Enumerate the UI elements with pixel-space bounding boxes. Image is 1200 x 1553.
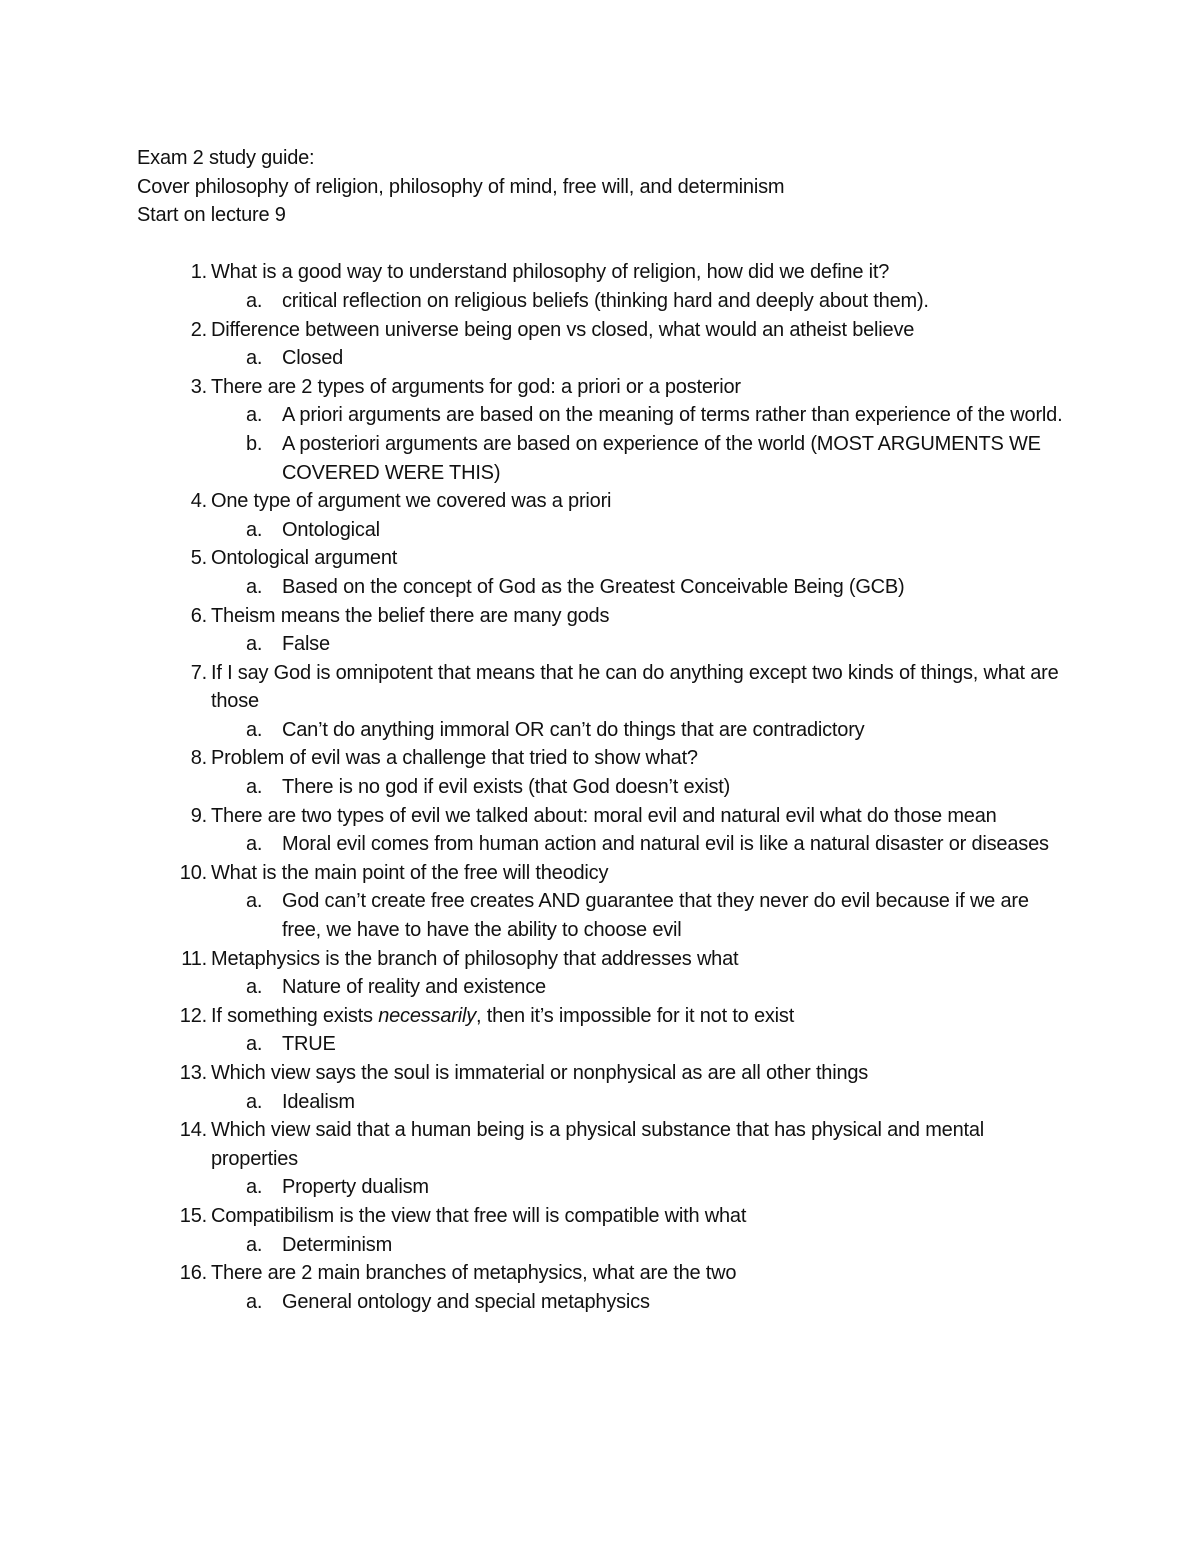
question-number-label: 15. — [179, 1204, 207, 1227]
question-number-label: 6. — [190, 604, 207, 627]
question-item — [137, 1059, 1077, 1088]
answer-letter: a. — [246, 347, 263, 370]
answer-item — [137, 401, 1077, 430]
answer-text: False — [282, 633, 330, 656]
answer-letter: a. — [246, 289, 263, 312]
question-number-label: 2. — [190, 318, 207, 341]
question-number-label: 13. — [179, 1062, 207, 1084]
answer-text: Ontological — [282, 518, 380, 541]
answer-text: critical reflection on religious beliefs (thinking hard and deeply about them). — [282, 289, 929, 312]
question-number — [137, 1002, 211, 1031]
answer-item — [137, 887, 1077, 944]
question-text: There are 2 types of arguments for god: a priori or a posterior — [211, 375, 741, 398]
answer-item — [137, 716, 1077, 745]
question-number — [137, 487, 211, 516]
question-number-label: 11. — [181, 947, 207, 970]
question-number — [137, 544, 211, 573]
answer-item — [137, 630, 1077, 659]
answer-text: A posteriori arguments are based on experience of the world (MOST ARGUMENTS WE COVERED WERE THIS) — [282, 432, 1041, 484]
question-text: What is a good way to understand philosophy of religion, how did we define it? — [211, 261, 890, 284]
answer-letter: a. — [246, 575, 263, 598]
question-item — [137, 1259, 1077, 1288]
question-number — [137, 744, 211, 773]
question-item — [137, 1202, 1077, 1231]
question-number — [137, 659, 211, 688]
question-number — [137, 945, 211, 974]
question-number — [137, 859, 211, 888]
answer-letter: a. — [246, 518, 263, 541]
question-item — [137, 659, 1077, 716]
question-number — [137, 1059, 211, 1088]
question-text: Metaphysics is the branch of philosophy that addresses what — [211, 947, 739, 970]
answer-item — [137, 1288, 1077, 1317]
question-number-label: 9. — [190, 804, 207, 827]
question-text: What is the main point of the free will theodicy — [211, 861, 609, 884]
answer-item — [137, 773, 1077, 802]
answer-text: God can’t create free creates AND guarantee that they never do evil because if we are free, we have to have the ability to choose evil — [282, 890, 1029, 942]
answer-item — [137, 1173, 1077, 1202]
question-text: Which view says the soul is immaterial or nonphysical as are all other things — [211, 1062, 869, 1084]
question-item — [137, 258, 1077, 287]
answer-text: Determinism — [282, 1233, 393, 1256]
answer-text: TRUE — [282, 1033, 336, 1056]
question-text: One type of argument we covered was a priori — [211, 490, 612, 513]
question-text: Difference between universe being open vs closed, what would an atheist believe — [211, 318, 915, 341]
question-item — [137, 802, 1077, 831]
answer-letter: a. — [246, 1033, 263, 1056]
question-item — [137, 859, 1077, 888]
question-item — [137, 544, 1077, 573]
question-text: If I say God is omnipotent that means that he can do anything except two kinds of things, what are those — [211, 661, 1059, 713]
question-text — [211, 1002, 1071, 1031]
question-item — [137, 945, 1077, 974]
question-number — [137, 316, 211, 345]
answer-text: Nature of reality and existence — [282, 976, 546, 999]
study-guide — [137, 144, 1077, 1316]
question-number-label: 1. — [190, 261, 207, 284]
answer-item — [137, 1231, 1077, 1260]
question-number — [137, 258, 211, 287]
question-number-label: 5. — [190, 547, 207, 570]
answer-item — [137, 344, 1077, 373]
question-item — [137, 373, 1077, 402]
answer-text: Idealism — [282, 1090, 355, 1113]
question-number-label: 8. — [190, 747, 207, 770]
question-list — [137, 258, 1077, 1316]
answer-text: Based on the concept of God as the Greatest Conceivable Being (GCB) — [282, 575, 905, 598]
doc-start: Start on lecture 9 — [137, 204, 286, 227]
answer-letter: a. — [246, 890, 263, 913]
answer-item — [137, 973, 1077, 1002]
answer-letter: a. — [246, 976, 263, 999]
question-item — [137, 744, 1077, 773]
answer-item — [137, 1030, 1077, 1059]
question-text: Ontological argument — [211, 547, 398, 570]
answer-text: Can’t do anything immoral OR can’t do things that are contradictory — [282, 718, 865, 741]
question-text: There are two types of evil we talked about: moral evil and natural evil what do those mean — [211, 804, 997, 827]
question-number — [137, 1116, 211, 1145]
question-number-label: 12. — [179, 1004, 207, 1027]
question-text: There are 2 main branches of metaphysics, what are the two — [211, 1262, 737, 1285]
question-item — [137, 1116, 1077, 1173]
answer-letter: a. — [246, 633, 263, 656]
answer-text: Moral evil comes from human action and natural evil is like a natural disaster or diseases — [282, 833, 1049, 856]
question-text-emphasis: necessarily — [378, 1004, 477, 1027]
question-number-label: 14. — [179, 1119, 207, 1142]
doc-title: Exam 2 study guide: — [137, 147, 315, 169]
answer-item — [137, 830, 1077, 859]
question-text-start: If something exists — [211, 1004, 379, 1027]
answer-text: General ontology and special metaphysics — [282, 1290, 650, 1313]
question-number — [137, 602, 211, 631]
answer-item — [137, 573, 1077, 602]
doc-coverage: Cover philosophy of religion, philosophy of mind, free will, and determinism — [137, 175, 785, 198]
answer-letter: a. — [246, 718, 263, 741]
answer-letter: a. — [246, 833, 263, 856]
answer-letter: b. — [246, 432, 263, 455]
question-number — [137, 1259, 211, 1288]
answer-text: Closed — [282, 347, 344, 370]
question-number — [137, 802, 211, 831]
question-number-label: 3. — [190, 375, 207, 398]
question-number-label: 7. — [190, 661, 207, 684]
question-text-end: , then it’s impossible for it not to exist — [476, 1004, 795, 1027]
answer-letter: a. — [246, 1290, 263, 1313]
question-text: Compatibilism is the view that free will is compatible with what — [211, 1204, 747, 1227]
question-number-label: 10. — [179, 861, 207, 884]
answer-letter: a. — [246, 404, 263, 427]
answer-text: A priori arguments are based on the meaning of terms rather than experience of the world. — [282, 404, 1063, 427]
question-item — [137, 316, 1077, 345]
answer-letter: a. — [246, 1233, 263, 1256]
answer-letter: a. — [246, 1090, 263, 1113]
question-text: Which view said that a human being is a physical substance that has physical and mental properties — [211, 1119, 985, 1170]
answer-letter: a. — [246, 1176, 263, 1199]
question-item — [137, 602, 1077, 631]
question-item — [137, 1002, 1077, 1031]
question-text: Problem of evil was a challenge that tried to show what? — [211, 747, 698, 770]
question-number-label: 4. — [190, 490, 207, 513]
answer-item — [137, 287, 1077, 316]
answer-item — [137, 516, 1077, 545]
question-number — [137, 373, 211, 402]
question-number — [137, 1202, 211, 1231]
answer-text: There is no god if evil exists (that God doesn’t exist) — [282, 776, 731, 799]
answer-letter: a. — [246, 776, 263, 799]
answer-item — [137, 1088, 1077, 1117]
blank-line — [137, 230, 1077, 259]
answer-text: Property dualism — [282, 1176, 429, 1199]
question-item — [137, 487, 1077, 516]
answer-item — [137, 430, 1077, 487]
question-text: Theism means the belief there are many gods — [211, 604, 610, 627]
question-number-label: 16. — [179, 1262, 207, 1285]
